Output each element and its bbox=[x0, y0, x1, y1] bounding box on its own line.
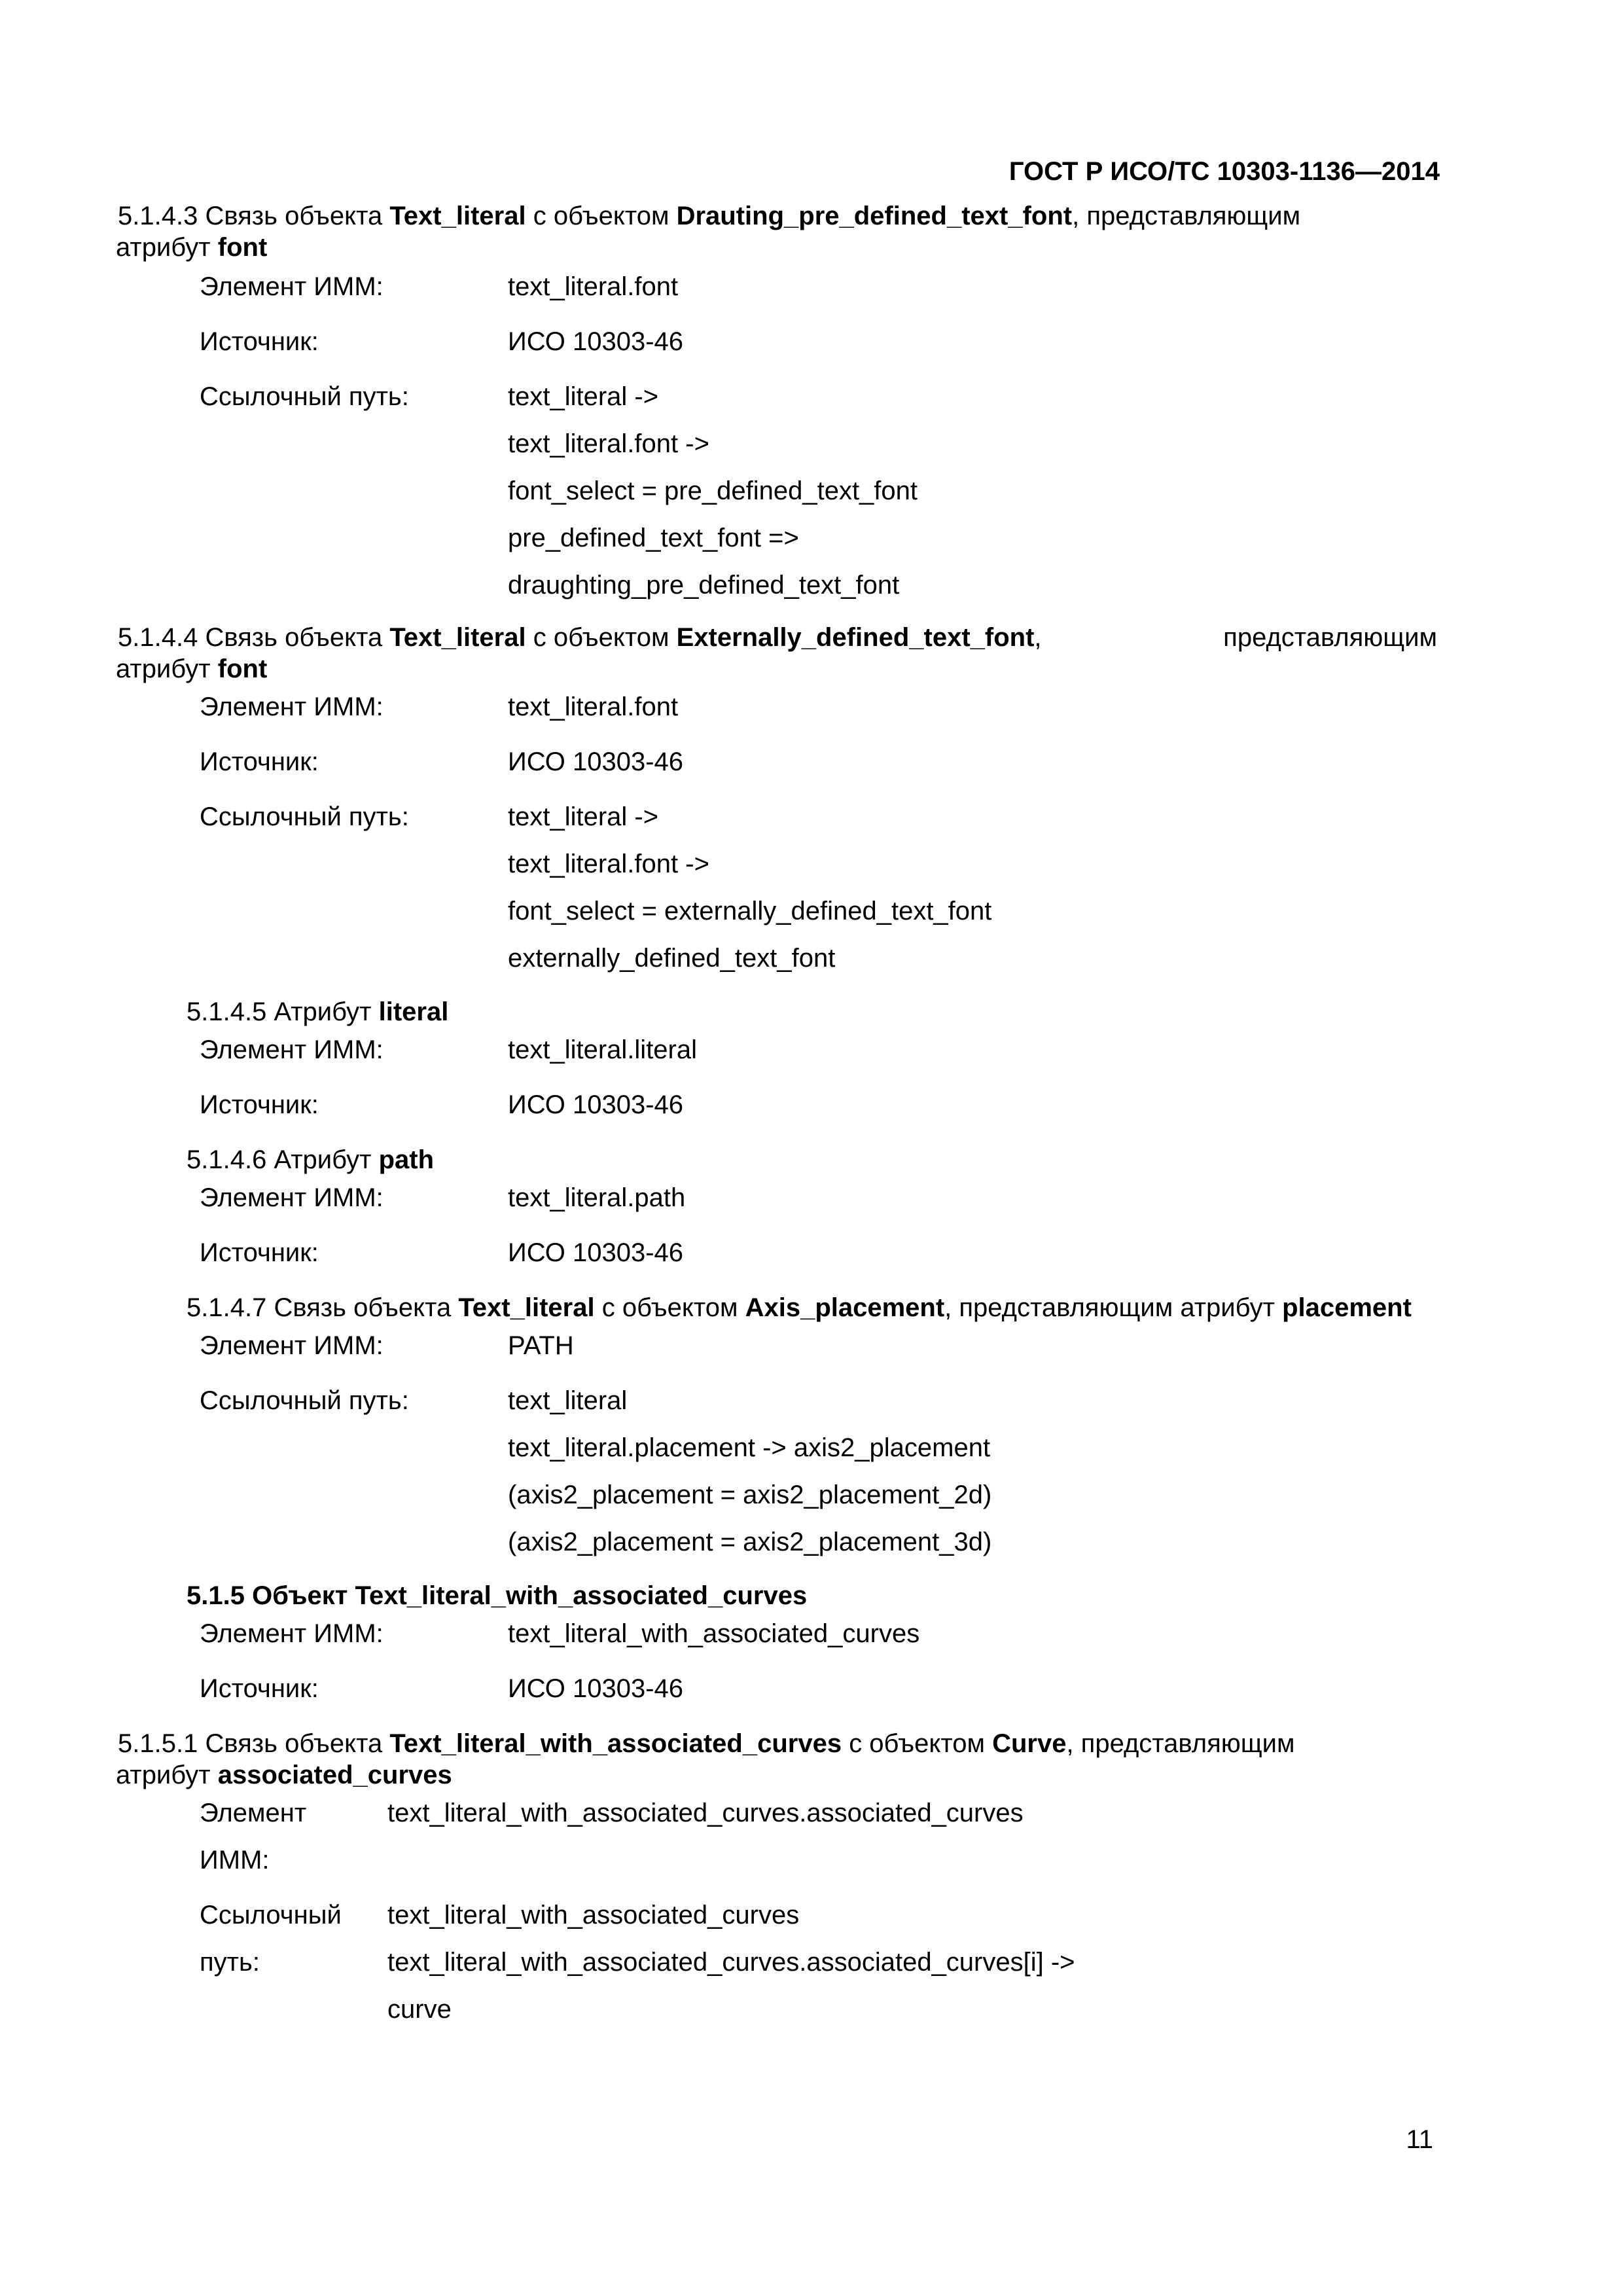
path-line: text_literal.placement -> axis2_placement bbox=[508, 1433, 991, 1462]
path-line: (axis2_placement = axis2_placement_2d) bbox=[508, 1480, 992, 1509]
element-label: Элемент ИММ: bbox=[200, 1035, 383, 1064]
element-value: PATH bbox=[508, 1331, 574, 1360]
path-line: (axis2_placement = axis2_placement_3d) bbox=[508, 1528, 992, 1556]
element-label-short: Элемент bbox=[200, 1799, 307, 1827]
section-heading-5-1-5: 5.1.5 Объект Text_literal_with_associated_curves bbox=[187, 1581, 808, 1610]
path-label: Ссылочный путь: bbox=[200, 802, 409, 831]
source-value: ИСО 10303-46 bbox=[508, 1238, 684, 1267]
element-value: text_literal_with_associated_curves bbox=[508, 1619, 920, 1648]
path-word-label: путь: bbox=[200, 1948, 260, 1977]
path-line: text_literal.font -> bbox=[508, 850, 709, 878]
element-label: Элемент ИММ: bbox=[200, 272, 383, 301]
clause-5-1-4-7: 5.1.4.7 Связь объекта Text_literal с объектом Axis_placement, представляющим атрибут placement bbox=[187, 1293, 1412, 1322]
clause-5-1-5-1: 5.1.5.1 Связь объекта Text_literal_with_associated_curves с объектом Curve, представляющим bbox=[118, 1729, 1295, 1758]
clause-5-1-5-1-attr: атрибут associated_curves bbox=[116, 1761, 452, 1789]
element-label: Элемент ИММ: bbox=[200, 692, 383, 721]
path-label-short: Ссылочный bbox=[200, 1901, 342, 1929]
source-value: ИСО 10303-46 bbox=[508, 747, 684, 776]
element-value: text_literal.path bbox=[508, 1183, 686, 1212]
path-line: text_literal -> bbox=[508, 382, 659, 411]
path-line: text_literal.font -> bbox=[508, 429, 709, 458]
path-label: Ссылочный путь: bbox=[200, 1386, 409, 1415]
path-label: Ссылочный путь: bbox=[200, 382, 409, 411]
path-line: font_select = externally_defined_text_font bbox=[508, 897, 992, 925]
source-label: Источник: bbox=[200, 1090, 319, 1119]
element-label: Элемент ИММ: bbox=[200, 1183, 383, 1212]
path-line: pre_defined_text_font => bbox=[508, 524, 799, 552]
source-value: ИСО 10303-46 bbox=[508, 1090, 684, 1119]
clause-5-1-4-4: 5.1.4.4 Связь объекта Text_literal с объектом Externally_defined_text_font, представляющим bbox=[118, 623, 1437, 652]
path-line: text_literal_with_associated_curves.associated_curves[i] -> bbox=[387, 1948, 1075, 1977]
clause-5-1-4-3-attr: атрибут font bbox=[116, 233, 268, 262]
source-value: ИСО 10303-46 bbox=[508, 327, 684, 356]
element-label: Элемент ИММ: bbox=[200, 1619, 383, 1648]
element-value: text_literal.font bbox=[508, 692, 679, 721]
source-label: Источник: bbox=[200, 1674, 319, 1703]
clause-5-1-4-3: 5.1.4.3 Связь объекта Text_literal с объектом Drauting_pre_defined_text_font, представляющим bbox=[118, 202, 1301, 230]
element-label: Элемент ИММ: bbox=[200, 1331, 383, 1360]
element-value: text_literal.font bbox=[508, 272, 679, 301]
source-label: Источник: bbox=[200, 1238, 319, 1267]
element-value: text_literal_with_associated_curves.associated_curves bbox=[387, 1799, 1024, 1827]
clause-5-1-4-6: 5.1.4.6 Атрибут path bbox=[187, 1145, 435, 1174]
imm-label: ИММ: bbox=[200, 1846, 270, 1874]
element-value: text_literal.literal bbox=[508, 1035, 698, 1064]
path-line: externally_defined_text_font bbox=[508, 944, 836, 973]
source-label: Источник: bbox=[200, 747, 319, 776]
path-line: text_literal bbox=[508, 1386, 628, 1415]
source-value: ИСО 10303-46 bbox=[508, 1674, 684, 1703]
source-label: Источник: bbox=[200, 327, 319, 356]
path-line: text_literal -> bbox=[508, 802, 659, 831]
path-line: font_select = pre_defined_text_font bbox=[508, 476, 918, 505]
clause-5-1-4-5: 5.1.4.5 Атрибут literal bbox=[187, 997, 449, 1026]
page-number: 11 bbox=[1406, 2125, 1433, 2154]
path-line: draughting_pre_defined_text_font bbox=[508, 571, 900, 600]
path-line: text_literal_with_associated_curves bbox=[387, 1901, 800, 1929]
clause-5-1-4-4-attr: атрибут font bbox=[116, 655, 268, 683]
document-header: ГОСТ Р ИСО/ТС 10303-1136—2014 bbox=[1008, 157, 1440, 186]
path-line: curve bbox=[387, 1995, 452, 2024]
